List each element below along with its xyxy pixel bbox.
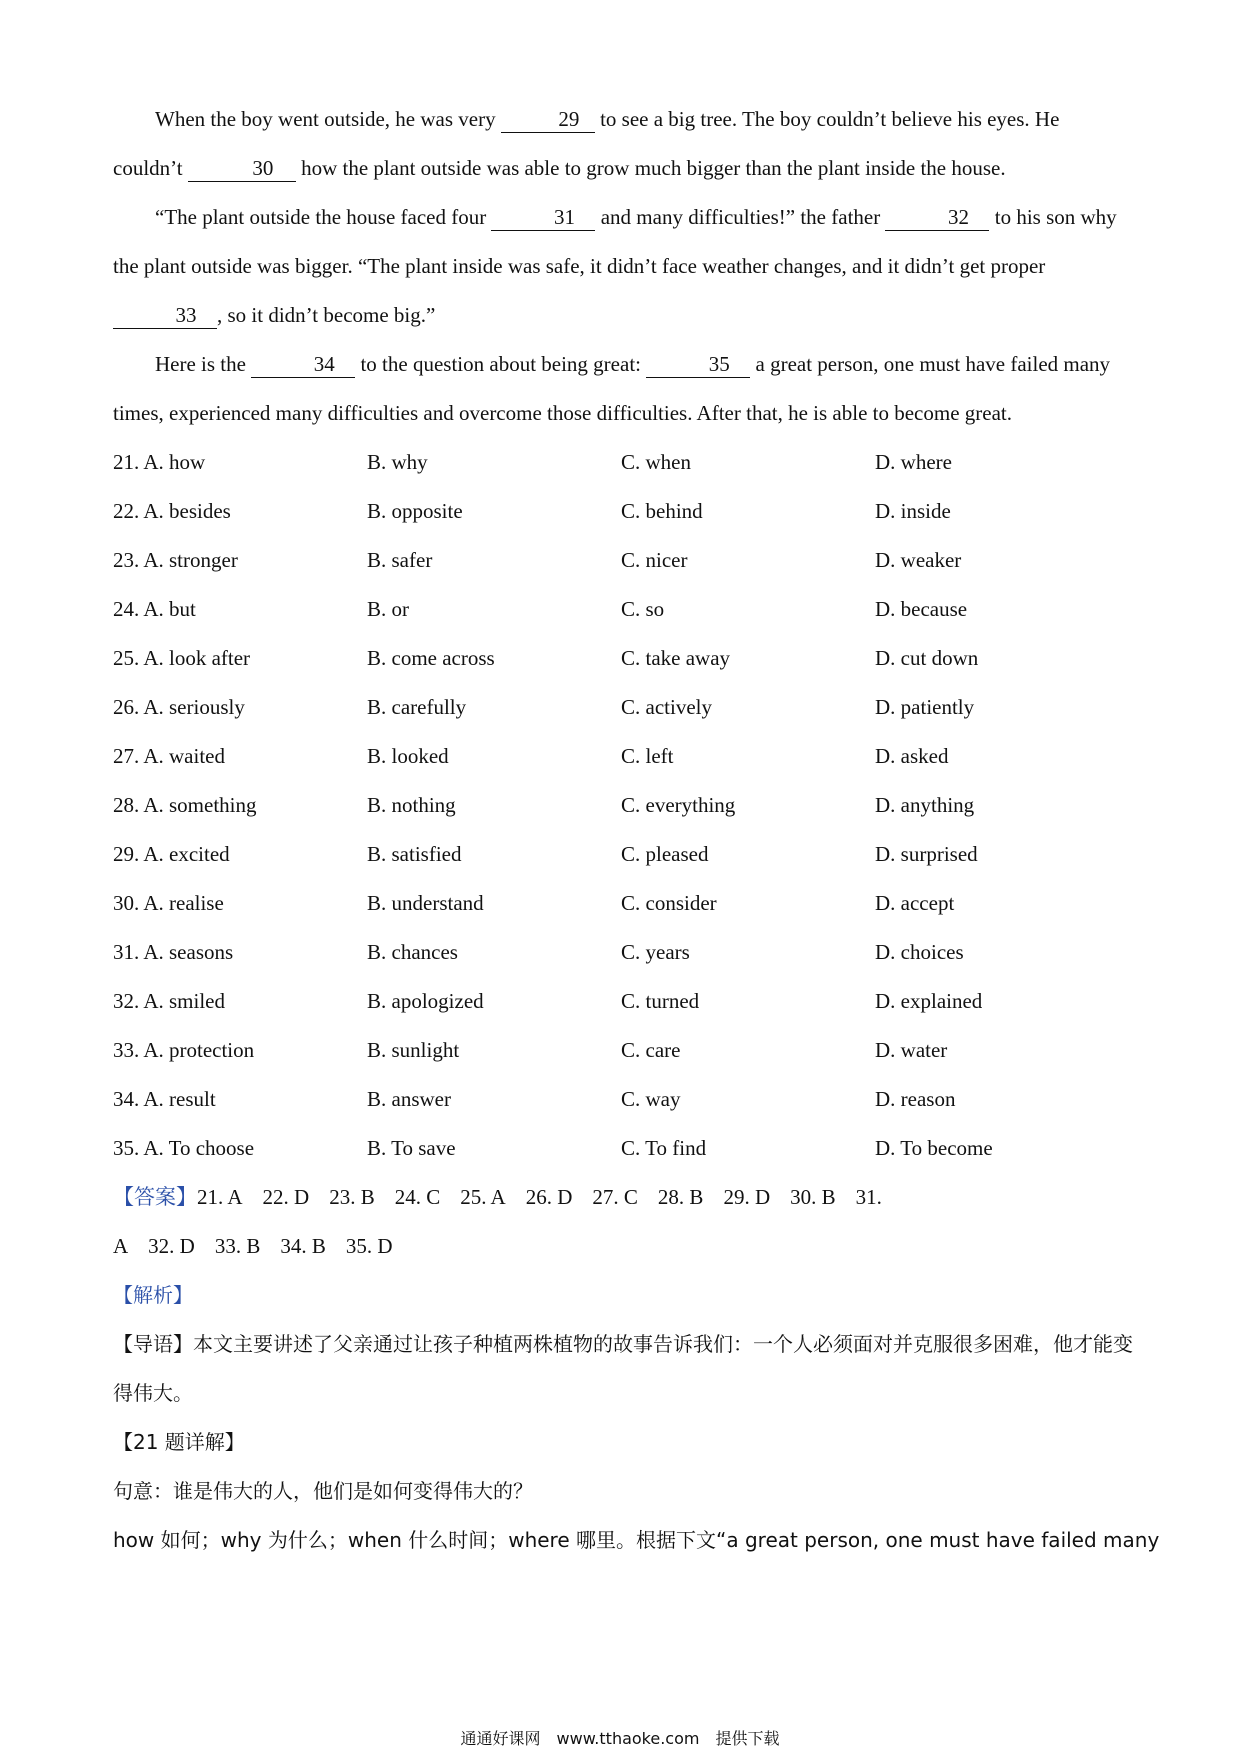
answer-item: A — [113, 1234, 129, 1258]
option-cell: C. way — [621, 1087, 681, 1111]
blank-35: 35 — [646, 351, 750, 378]
answer-item: 28. B — [657, 1185, 704, 1209]
option-cell: B. carefully — [367, 695, 467, 719]
option-row — [113, 634, 1133, 683]
answer-item: 34. B — [280, 1234, 326, 1258]
option-cell: 25. A. look after — [113, 646, 251, 670]
answer-item: 32. D — [148, 1234, 195, 1258]
option-cell: D. explained — [875, 989, 983, 1013]
option-cell: B. sunlight — [367, 1038, 460, 1062]
option-cell: D. surprised — [875, 842, 978, 866]
option-row — [113, 536, 1133, 585]
option-cell: C. consider — [621, 891, 717, 915]
option-cell: D. because — [875, 597, 968, 621]
answer-item: 33. B — [214, 1234, 261, 1258]
answer-item: 25. A — [460, 1185, 506, 1209]
option-cell: C. behind — [621, 499, 703, 523]
option-cell: C. nicer — [621, 548, 688, 572]
option-cell: D. weaker — [875, 548, 962, 572]
option-row — [113, 928, 1133, 977]
option-row — [113, 732, 1133, 781]
option-cell: B. satisfied — [367, 842, 462, 866]
option-row — [113, 830, 1133, 879]
answer-item: 30. B — [790, 1185, 836, 1209]
passage-paragraph-2: “The plant outside the house faced four 31 and many difficulties!” the father 32 to his son why the plant outside was bigger. “The plant inside was safe, it didn’t face weather changes, and it didn’t get proper 33 , so it didn’t become big.” — [113, 205, 1117, 327]
option-cell: B. apologized — [367, 989, 484, 1013]
option-row — [113, 585, 1133, 634]
question-21-detail: how 如何；why 为什么；when 什么时间；where 哪里。根据下文“a great person, one must have failed many — [113, 1528, 1160, 1552]
document-page — [113, 95, 1160, 1565]
analysis-heading: 【解析】 — [113, 1283, 193, 1307]
option-cell: 28. A. something — [113, 793, 257, 817]
option-row — [113, 438, 1133, 487]
option-cell: B. To save — [367, 1136, 456, 1160]
option-cell: 22. A. besides — [113, 499, 231, 523]
answer-item: 26. D — [525, 1185, 573, 1209]
option-cell: B. understand — [367, 891, 484, 915]
option-cell: D. To become — [875, 1136, 993, 1160]
option-cell: B. safer — [367, 548, 433, 572]
option-cell: C. To find — [621, 1136, 707, 1160]
option-row — [113, 487, 1133, 536]
option-cell: 23. A. stronger — [113, 548, 238, 572]
analysis-intro: 【导语】本文主要讲述了父亲通过让孩子种植两株植物的故事告诉我们：一个人必须面对并克服很多困难，他才能变得伟大。 — [113, 1332, 1133, 1405]
option-cell: 27. A. waited — [113, 744, 225, 768]
passage-paragraph-3: Here is the 34 to the question about being great: 35 a great person, one must have failed many times, experienced many difficulties and overcome those difficulties. After that, he is able to become great. — [113, 352, 1111, 425]
option-row — [113, 683, 1133, 732]
answer-item: 21. A — [197, 1185, 243, 1209]
option-cell: B. answer — [367, 1087, 451, 1111]
answer-item: 35. D — [345, 1234, 393, 1258]
option-row — [113, 781, 1133, 830]
option-row — [113, 977, 1133, 1026]
answer-item: 22. D — [262, 1185, 310, 1209]
answer-item: 29. D — [723, 1185, 771, 1209]
option-cell: D. accept — [875, 891, 955, 915]
option-cell: C. so — [621, 597, 665, 621]
option-cell: B. nothing — [367, 793, 456, 817]
option-cell: C. left — [621, 744, 674, 768]
option-cell: 29. A. excited — [113, 842, 230, 866]
answer-item: 27. C — [592, 1185, 638, 1209]
answer-options — [113, 438, 1133, 1173]
option-cell: D. inside — [875, 499, 951, 523]
option-cell: 34. A. result — [113, 1087, 216, 1111]
blank-32: 32 — [885, 204, 989, 231]
passage-paragraph-1: When the boy went outside, he was very 29 to see a big tree. The boy couldn’t believe his eyes. He couldn’t 30 how the plant outside was able to grow much bigger than the plant inside the house. — [113, 107, 1060, 180]
option-cell: B. looked — [367, 744, 449, 768]
option-cell: 24. A. but — [113, 597, 196, 621]
option-cell: C. when — [621, 450, 691, 474]
option-cell: C. pleased — [621, 842, 709, 866]
option-row — [113, 879, 1133, 928]
blank-33: 33 — [113, 302, 217, 329]
option-cell: B. why — [367, 450, 428, 474]
option-cell: D. water — [875, 1038, 948, 1062]
option-row — [113, 1026, 1133, 1075]
option-cell: D. asked — [875, 744, 949, 768]
option-cell: C. care — [621, 1038, 681, 1062]
option-cell: D. patiently — [875, 695, 975, 719]
option-cell: D. reason — [875, 1087, 956, 1111]
question-21-heading: 【21 题详解】 — [113, 1430, 245, 1454]
footer-watermark: 通通好课网 www.tthaoke.com 提供下载 — [460, 1729, 780, 1748]
option-cell: D. cut down — [875, 646, 979, 670]
option-cell: B. chances — [367, 940, 458, 964]
option-cell: C. actively — [621, 695, 712, 719]
option-cell: C. everything — [621, 793, 736, 817]
option-cell: 30. A. realise — [113, 891, 224, 915]
option-cell: C. years — [621, 940, 690, 964]
option-cell: 32. A. smiled — [113, 989, 226, 1013]
blank-29: 29 — [501, 106, 595, 133]
option-cell: C. turned — [621, 989, 700, 1013]
option-cell: D. choices — [875, 940, 964, 964]
option-cell: B. opposite — [367, 499, 463, 523]
option-cell: 31. A. seasons — [113, 940, 234, 964]
option-cell: C. take away — [621, 646, 731, 670]
option-cell: D. anything — [875, 793, 975, 817]
option-row — [113, 1075, 1133, 1124]
option-cell: 35. A. To choose — [113, 1136, 255, 1160]
answer-key — [113, 1173, 1133, 1222]
option-cell: D. where — [875, 450, 952, 474]
option-row — [113, 1124, 1133, 1173]
option-cell: 26. A. seriously — [113, 695, 245, 719]
answer-item: 24. C — [394, 1185, 441, 1209]
answer-item: 23. B — [329, 1185, 375, 1209]
answer-label: 【答案】 — [113, 1185, 197, 1209]
option-cell: B. come across — [367, 646, 495, 670]
blank-31: 31 — [491, 204, 595, 231]
blank-30: 30 — [188, 155, 296, 182]
answer-key-continued — [113, 1222, 1133, 1271]
blank-34: 34 — [251, 351, 355, 378]
option-cell: B. or — [367, 597, 409, 621]
answer-item: 31. — [855, 1185, 882, 1209]
option-cell: 21. A. how — [113, 450, 206, 474]
option-cell: 33. A. protection — [113, 1038, 255, 1062]
question-21-meaning: 句意：谁是伟大的人，他们是如何变得伟大的？ — [113, 1479, 533, 1503]
